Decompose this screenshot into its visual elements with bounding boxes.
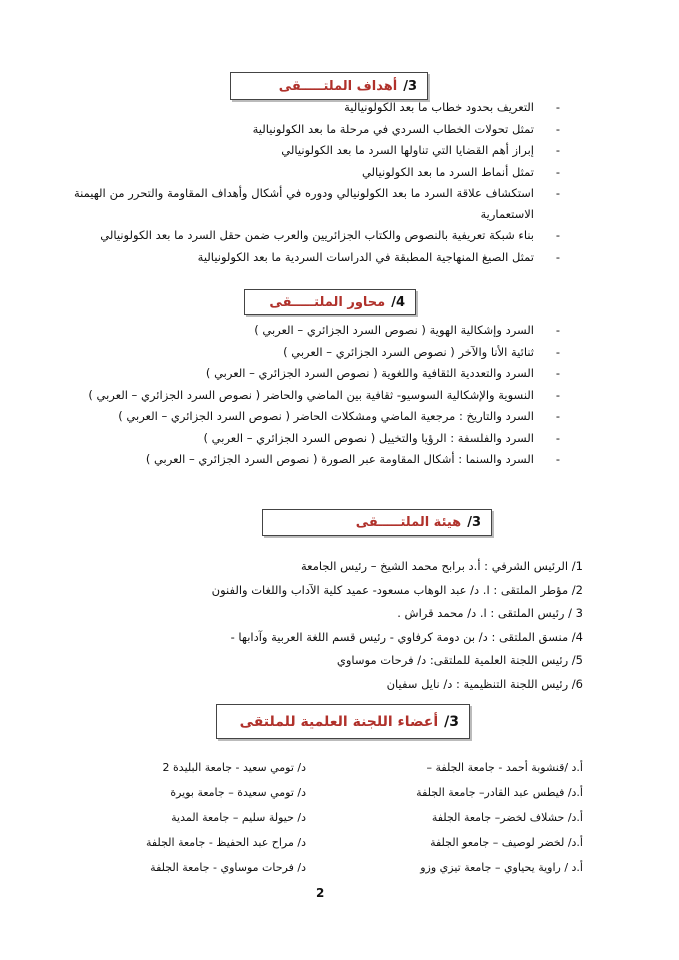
axes-heading <box>244 289 416 315</box>
committee-list <box>63 555 583 696</box>
goal-item: - تمثل تحولات الخطاب السردي في مرحلة ما بعد الكولونيالية <box>74 119 564 141</box>
committee-item: 4/ منسق الملتقى : د/ بن دومة كرفاوي - رئيس قسم اللغة العربية وآدابها - <box>230 629 583 644</box>
committee-member: د/ تومي سعيدة – جامعة بويرة <box>170 786 306 799</box>
goal-item: - إبراز أهم القضايا التي تناولها السرد ما بعد الكولونيالي <box>74 140 564 162</box>
committee-heading-number: 3/ <box>467 515 481 530</box>
axis-item: - السرد والتاريخ : مرجعية الماضي ومشكلات الحاضر ( نصوص السرد الجزائري – العربي ) <box>74 406 564 428</box>
scientific-members-right-column <box>363 755 583 880</box>
committee-item: 3 / رئيس الملتقى : ا. د/ محمد قراش . <box>397 606 583 620</box>
committee-member: أ.د /قنشوبة أحمد - جامعة الجلفة – <box>426 761 583 774</box>
goal-item: - بناء شبكة تعريفية بالنصوص والكتاب الجزائريين والعرب ضمن حقل السرد ما بعد الكولونيالي <box>74 225 564 247</box>
committee-member: د/ حيولة سليم – جامعة المدية <box>171 811 306 824</box>
axis-item: - السرد والسنما : أشكال المقاومة عبر الصورة ( نصوص السرد الجزائري – العربي ) <box>74 449 564 471</box>
committee-item: 1/ الرئيس الشرفي : أ.د برابح محمد الشيخ – رئيس الجامعة <box>301 559 583 573</box>
goal-item: - تمثل الصيغ المنهاجية المطبقة في الدراسات السردية ما بعد الكولونيالية <box>74 247 564 269</box>
axis-item: - السرد والتعددية الثقافية واللغوية ( نصوص السرد الجزائري – العربي ) <box>74 363 564 385</box>
axis-item: - النسوية والإشكالية السوسيو- ثقافية بين الماضي والحاضر ( نصوص السرد الجزائري – العربي ) <box>74 385 564 407</box>
goal-item: - التعريف بحدود خطاب ما بعد الكولونيالية <box>74 97 564 119</box>
scientific-heading <box>216 704 470 739</box>
axis-item: - السرد والفلسفة : الرؤيا والتخييل ( نصوص السرد الجزائري – العربي ) <box>74 428 564 450</box>
committee-item: 6/ رئيس اللجنة التنظيمية : د/ نايل سفيان <box>386 676 583 691</box>
goal-item: - استكشاف علاقة السرد ما بعد الكولونيالي ودوره في أشكال وأهداف المقاومة والتحرر من الهيمنة الاستعمارية <box>74 183 564 225</box>
axis-item: - السرد وإشكالية الهوية ( نصوص السرد الجزائري – العربي ) <box>74 320 564 342</box>
page-number: 2 <box>316 886 325 900</box>
goals-heading-title: أهداف الملتـــــقى <box>278 78 398 94</box>
axes-list <box>74 320 564 471</box>
scientific-heading-title: أعضاء اللجنة العلمية للملتقى <box>239 713 439 730</box>
committee-member: د/ تومي سعيد - جامعة البليدة 2 <box>162 761 306 774</box>
committee-item: 2/ مؤطر الملتقى : ا. د/ عبد الوهاب مسعود- عميد كلية الآداب واللغات والفنون <box>211 582 583 597</box>
axes-heading-title: محاور الملتـــــقى <box>269 294 386 310</box>
committee-member: أ.د/ فيطس عبد القادر– جامعة الجلفة <box>416 786 583 799</box>
goal-item: - تمثل أنماط السرد ما بعد الكولونيالي <box>74 162 564 184</box>
committee-member: د/ مراح عبد الحفيظ - جامعة الجلفة <box>145 836 306 849</box>
committee-heading <box>262 509 492 536</box>
committee-member: أ.د/ حشلاف لخضر– جامعة الجلفة <box>431 811 583 824</box>
committee-member: د/ فرحات موساوي - جامعة الجلفة <box>150 861 306 874</box>
scientific-members-left-column <box>76 755 306 880</box>
axis-item: - ثنائية الأنا والآخر ( نصوص السرد الجزائري – العربي ) <box>74 342 564 364</box>
axes-heading-number: 4/ <box>391 294 405 310</box>
committee-member: أ.د/ لخضر لوصيف – جامعو الجلفة <box>430 836 583 849</box>
committee-heading-title: هيئة الملتـــــقى <box>355 515 462 530</box>
goals-heading-number: 3/ <box>403 78 417 94</box>
scientific-heading-number: 3/ <box>444 713 459 730</box>
goals-heading <box>230 72 428 100</box>
goals-list <box>74 97 564 268</box>
committee-member: أ.د / راوية يحياوي – جامعة تيزي وزو <box>420 861 583 874</box>
committee-item: 5/ رئيس اللجنة العلمية للملتقى: د/ فرحات موساوي <box>336 653 583 667</box>
